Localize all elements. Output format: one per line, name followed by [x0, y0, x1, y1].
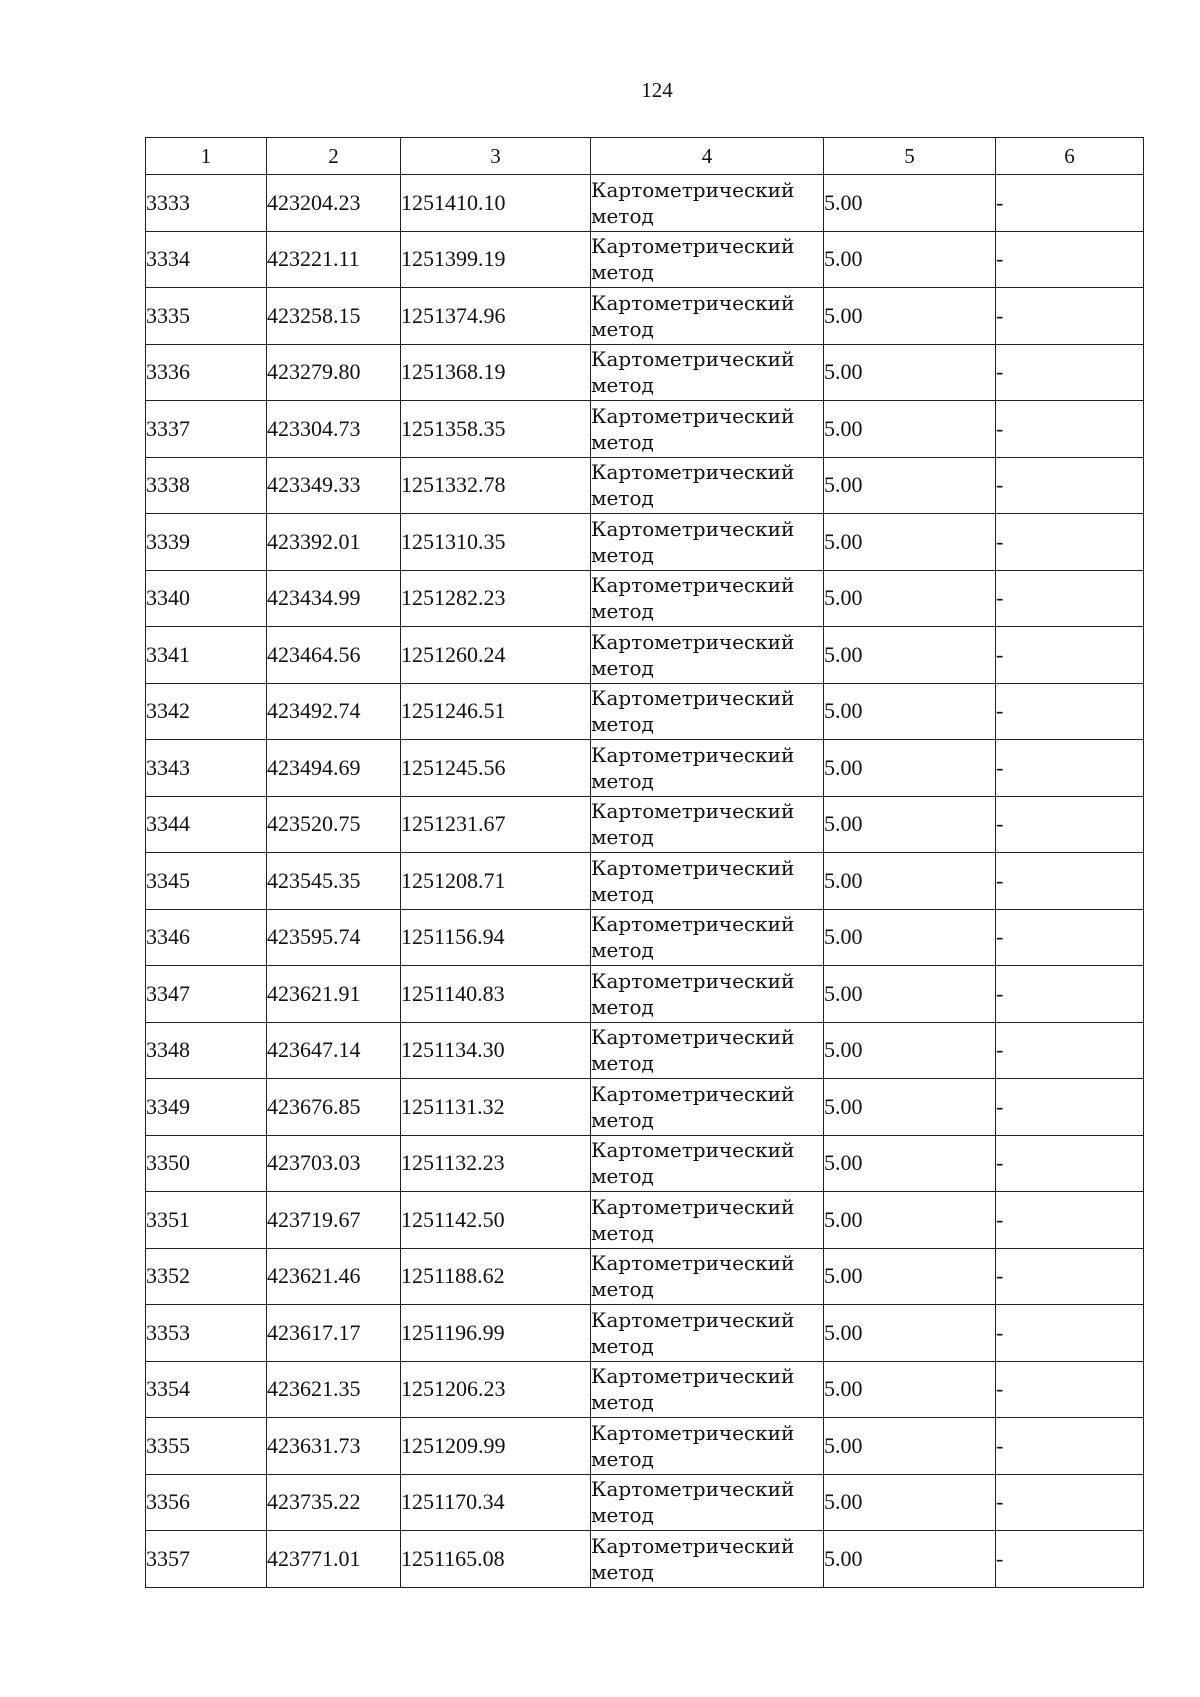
description-cell: - — [996, 1192, 1144, 1249]
description-cell: - — [996, 853, 1144, 910]
description-cell: - — [996, 288, 1144, 345]
table-row — [146, 1531, 1144, 1588]
method-line-2: метод — [591, 1220, 654, 1245]
y-coordinate-cell: 1251374.96 — [401, 288, 591, 345]
table-row — [146, 909, 1144, 966]
y-coordinate-cell: 1251399.19 — [401, 231, 591, 288]
accuracy-cell: 5.00 — [824, 175, 996, 232]
method-line-1: Картометрический — [591, 968, 795, 993]
coordinates-table — [145, 137, 1144, 1588]
accuracy-cell: 5.00 — [824, 909, 996, 966]
method-line-2: метод — [591, 203, 654, 228]
point-number-cell: 3352 — [146, 1248, 267, 1305]
accuracy-cell: 5.00 — [824, 853, 996, 910]
point-number-cell: 3334 — [146, 231, 267, 288]
point-number-cell: 3339 — [146, 514, 267, 571]
y-coordinate-cell: 1251170.34 — [401, 1474, 591, 1531]
y-coordinate-cell: 1251196.99 — [401, 1305, 591, 1362]
y-coordinate-cell: 1251188.62 — [401, 1248, 591, 1305]
x-coordinate-cell: 423304.73 — [267, 401, 401, 458]
method-line-1: Картометрический — [591, 234, 795, 259]
description-cell: - — [996, 966, 1144, 1023]
description-cell: - — [996, 627, 1144, 684]
accuracy-cell: 5.00 — [824, 457, 996, 514]
x-coordinate-cell: 423703.03 — [267, 1135, 401, 1192]
method-cell — [591, 175, 824, 232]
method-line-2: метод — [591, 1051, 654, 1076]
method-cell — [591, 683, 824, 740]
method-cell — [591, 796, 824, 853]
table-row — [146, 401, 1144, 458]
y-coordinate-cell: 1251358.35 — [401, 401, 591, 458]
table-row — [146, 740, 1144, 797]
method-line-1: Картометрический — [591, 1194, 795, 1219]
method-line-1: Картометрический — [591, 347, 795, 372]
method-line-2: метод — [591, 1277, 654, 1302]
description-cell: - — [996, 1248, 1144, 1305]
column-header-4: 4 — [591, 138, 824, 175]
method-line-1: Картометрический — [591, 1081, 795, 1106]
table-row — [146, 627, 1144, 684]
accuracy-cell: 5.00 — [824, 1418, 996, 1475]
description-cell: - — [996, 457, 1144, 514]
method-line-1: Картометрический — [591, 855, 795, 880]
method-line-2: метод — [591, 655, 654, 680]
table-row — [146, 853, 1144, 910]
x-coordinate-cell: 423349.33 — [267, 457, 401, 514]
method-cell — [591, 740, 824, 797]
method-cell — [591, 909, 824, 966]
point-number-cell: 3333 — [146, 175, 267, 232]
point-number-cell: 3342 — [146, 683, 267, 740]
table-header-row — [146, 138, 1144, 175]
table-row — [146, 1305, 1144, 1362]
method-line-1: Картометрический — [591, 1307, 795, 1332]
description-cell: - — [996, 344, 1144, 401]
y-coordinate-cell: 1251310.35 — [401, 514, 591, 571]
accuracy-cell: 5.00 — [824, 1135, 996, 1192]
table-row — [146, 966, 1144, 1023]
accuracy-cell: 5.00 — [824, 1192, 996, 1249]
point-number-cell: 3346 — [146, 909, 267, 966]
method-line-1: Картометрический — [591, 516, 795, 541]
x-coordinate-cell: 423621.46 — [267, 1248, 401, 1305]
method-line-2: метод — [591, 1446, 654, 1471]
method-line-2: метод — [591, 542, 654, 567]
point-number-cell: 3338 — [146, 457, 267, 514]
method-line-2: метод — [591, 599, 654, 624]
description-cell: - — [996, 401, 1144, 458]
accuracy-cell: 5.00 — [824, 288, 996, 345]
description-cell: - — [996, 1531, 1144, 1588]
accuracy-cell: 5.00 — [824, 570, 996, 627]
point-number-cell: 3336 — [146, 344, 267, 401]
point-number-cell: 3356 — [146, 1474, 267, 1531]
accuracy-cell: 5.00 — [824, 514, 996, 571]
point-number-cell: 3337 — [146, 401, 267, 458]
method-cell — [591, 514, 824, 571]
x-coordinate-cell: 423595.74 — [267, 909, 401, 966]
method-line-1: Картометрический — [591, 460, 795, 485]
y-coordinate-cell: 1251142.50 — [401, 1192, 591, 1249]
y-coordinate-cell: 1251156.94 — [401, 909, 591, 966]
method-line-1: Картометрический — [591, 1025, 795, 1050]
table-row — [146, 570, 1144, 627]
y-coordinate-cell: 1251368.19 — [401, 344, 591, 401]
x-coordinate-cell: 423494.69 — [267, 740, 401, 797]
column-header-6: 6 — [996, 138, 1144, 175]
point-number-cell: 3345 — [146, 853, 267, 910]
method-cell — [591, 1079, 824, 1136]
table-row — [146, 1418, 1144, 1475]
method-cell — [591, 1418, 824, 1475]
description-cell: - — [996, 1361, 1144, 1418]
point-number-cell: 3357 — [146, 1531, 267, 1588]
x-coordinate-cell: 423520.75 — [267, 796, 401, 853]
point-number-cell: 3349 — [146, 1079, 267, 1136]
point-number-cell: 3343 — [146, 740, 267, 797]
accuracy-cell: 5.00 — [824, 231, 996, 288]
accuracy-cell: 5.00 — [824, 344, 996, 401]
method-line-2: метод — [591, 712, 654, 737]
method-line-2: метод — [591, 881, 654, 906]
method-cell — [591, 1192, 824, 1249]
method-line-1: Картометрический — [591, 1251, 795, 1276]
point-number-cell: 3355 — [146, 1418, 267, 1475]
point-number-cell: 3335 — [146, 288, 267, 345]
method-line-1: Картометрический — [591, 1533, 795, 1558]
method-line-2: метод — [591, 373, 654, 398]
method-cell — [591, 1474, 824, 1531]
y-coordinate-cell: 1251131.32 — [401, 1079, 591, 1136]
table-row — [146, 683, 1144, 740]
y-coordinate-cell: 1251260.24 — [401, 627, 591, 684]
method-line-2: метод — [591, 768, 654, 793]
method-line-2: метод — [591, 486, 654, 511]
method-line-1: Картометрический — [591, 290, 795, 315]
x-coordinate-cell: 423735.22 — [267, 1474, 401, 1531]
table-row — [146, 457, 1144, 514]
method-cell — [591, 231, 824, 288]
description-cell: - — [996, 1135, 1144, 1192]
x-coordinate-cell: 423279.80 — [267, 344, 401, 401]
x-coordinate-cell: 423631.73 — [267, 1418, 401, 1475]
table-row — [146, 288, 1144, 345]
x-coordinate-cell: 423617.17 — [267, 1305, 401, 1362]
y-coordinate-cell: 1251132.23 — [401, 1135, 591, 1192]
table-row — [146, 1248, 1144, 1305]
y-coordinate-cell: 1251165.08 — [401, 1531, 591, 1588]
table-row — [146, 514, 1144, 571]
method-line-2: метод — [591, 994, 654, 1019]
description-cell: - — [996, 175, 1144, 232]
y-coordinate-cell: 1251209.99 — [401, 1418, 591, 1475]
method-cell — [591, 570, 824, 627]
description-cell: - — [996, 683, 1144, 740]
method-cell — [591, 288, 824, 345]
description-cell: - — [996, 1079, 1144, 1136]
column-header-3: 3 — [401, 138, 591, 175]
method-line-2: метод — [591, 938, 654, 963]
point-number-cell: 3354 — [146, 1361, 267, 1418]
method-line-1: Картометрический — [591, 1138, 795, 1163]
description-cell: - — [996, 1305, 1144, 1362]
x-coordinate-cell: 423545.35 — [267, 853, 401, 910]
x-coordinate-cell: 423434.99 — [267, 570, 401, 627]
table-row — [146, 175, 1144, 232]
table-row — [146, 1022, 1144, 1079]
x-coordinate-cell: 423464.56 — [267, 627, 401, 684]
method-line-1: Картометрический — [591, 799, 795, 824]
method-line-1: Картометрический — [591, 1364, 795, 1389]
accuracy-cell: 5.00 — [824, 627, 996, 684]
method-line-1: Картометрический — [591, 1477, 795, 1502]
method-line-2: метод — [591, 429, 654, 454]
method-cell — [591, 966, 824, 1023]
column-header-1: 1 — [146, 138, 267, 175]
y-coordinate-cell: 1251208.71 — [401, 853, 591, 910]
x-coordinate-cell: 423204.23 — [267, 175, 401, 232]
x-coordinate-cell: 423621.91 — [267, 966, 401, 1023]
method-line-2: метод — [591, 1107, 654, 1132]
method-line-1: Картометрический — [591, 912, 795, 937]
description-cell: - — [996, 740, 1144, 797]
point-number-cell: 3341 — [146, 627, 267, 684]
point-number-cell: 3344 — [146, 796, 267, 853]
accuracy-cell: 5.00 — [824, 1305, 996, 1362]
description-cell: - — [996, 514, 1144, 571]
accuracy-cell: 5.00 — [824, 1022, 996, 1079]
accuracy-cell: 5.00 — [824, 683, 996, 740]
y-coordinate-cell: 1251206.23 — [401, 1361, 591, 1418]
table-row — [146, 1192, 1144, 1249]
x-coordinate-cell: 423492.74 — [267, 683, 401, 740]
y-coordinate-cell: 1251134.30 — [401, 1022, 591, 1079]
description-cell: - — [996, 796, 1144, 853]
method-line-1: Картометрический — [591, 742, 795, 767]
point-number-cell: 3340 — [146, 570, 267, 627]
method-cell — [591, 1361, 824, 1418]
method-line-2: метод — [591, 1559, 654, 1584]
method-line-1: Картометрический — [591, 573, 795, 598]
method-cell — [591, 344, 824, 401]
description-cell: - — [996, 1022, 1144, 1079]
x-coordinate-cell: 423221.11 — [267, 231, 401, 288]
x-coordinate-cell: 423771.01 — [267, 1531, 401, 1588]
method-line-2: метод — [591, 1503, 654, 1528]
point-number-cell: 3353 — [146, 1305, 267, 1362]
y-coordinate-cell: 1251410.10 — [401, 175, 591, 232]
accuracy-cell: 5.00 — [824, 1079, 996, 1136]
y-coordinate-cell: 1251332.78 — [401, 457, 591, 514]
method-line-2: метод — [591, 825, 654, 850]
method-line-2: метод — [591, 1333, 654, 1358]
point-number-cell: 3347 — [146, 966, 267, 1023]
table-body — [146, 175, 1144, 1588]
description-cell: - — [996, 1474, 1144, 1531]
method-line-1: Картометрический — [591, 1420, 795, 1445]
method-line-2: метод — [591, 1390, 654, 1415]
method-cell — [591, 1248, 824, 1305]
accuracy-cell: 5.00 — [824, 1361, 996, 1418]
method-cell — [591, 457, 824, 514]
accuracy-cell: 5.00 — [824, 1474, 996, 1531]
method-line-1: Картометрический — [591, 686, 795, 711]
column-header-2: 2 — [267, 138, 401, 175]
point-number-cell: 3351 — [146, 1192, 267, 1249]
y-coordinate-cell: 1251231.67 — [401, 796, 591, 853]
method-line-1: Картометрический — [591, 629, 795, 654]
method-cell — [591, 1022, 824, 1079]
description-cell: - — [996, 570, 1144, 627]
accuracy-cell: 5.00 — [824, 1531, 996, 1588]
y-coordinate-cell: 1251282.23 — [401, 570, 591, 627]
x-coordinate-cell: 423392.01 — [267, 514, 401, 571]
method-line-2: метод — [591, 316, 654, 341]
x-coordinate-cell: 423621.35 — [267, 1361, 401, 1418]
table-row — [146, 231, 1144, 288]
x-coordinate-cell: 423647.14 — [267, 1022, 401, 1079]
method-cell — [591, 1135, 824, 1192]
x-coordinate-cell: 423258.15 — [267, 288, 401, 345]
table-row — [146, 1135, 1144, 1192]
accuracy-cell: 5.00 — [824, 740, 996, 797]
accuracy-cell: 5.00 — [824, 401, 996, 458]
method-line-1: Картометрический — [591, 403, 795, 428]
method-cell — [591, 1531, 824, 1588]
table-row — [146, 796, 1144, 853]
method-cell — [591, 853, 824, 910]
point-number-cell: 3350 — [146, 1135, 267, 1192]
method-line-2: метод — [591, 1164, 654, 1189]
method-line-1: Картометрический — [591, 177, 795, 202]
x-coordinate-cell: 423676.85 — [267, 1079, 401, 1136]
description-cell: - — [996, 1418, 1144, 1475]
method-cell — [591, 401, 824, 458]
y-coordinate-cell: 1251246.51 — [401, 683, 591, 740]
y-coordinate-cell: 1251245.56 — [401, 740, 591, 797]
table-row — [146, 1361, 1144, 1418]
description-cell: - — [996, 909, 1144, 966]
description-cell: - — [996, 231, 1144, 288]
y-coordinate-cell: 1251140.83 — [401, 966, 591, 1023]
method-line-2: метод — [591, 260, 654, 285]
point-number-cell: 3348 — [146, 1022, 267, 1079]
x-coordinate-cell: 423719.67 — [267, 1192, 401, 1249]
column-header-5: 5 — [824, 138, 996, 175]
page-number: 124 — [641, 78, 673, 102]
accuracy-cell: 5.00 — [824, 966, 996, 1023]
method-cell — [591, 627, 824, 684]
table-row — [146, 344, 1144, 401]
accuracy-cell: 5.00 — [824, 796, 996, 853]
table-row — [146, 1079, 1144, 1136]
method-cell — [591, 1305, 824, 1362]
table-row — [146, 1474, 1144, 1531]
accuracy-cell: 5.00 — [824, 1248, 996, 1305]
